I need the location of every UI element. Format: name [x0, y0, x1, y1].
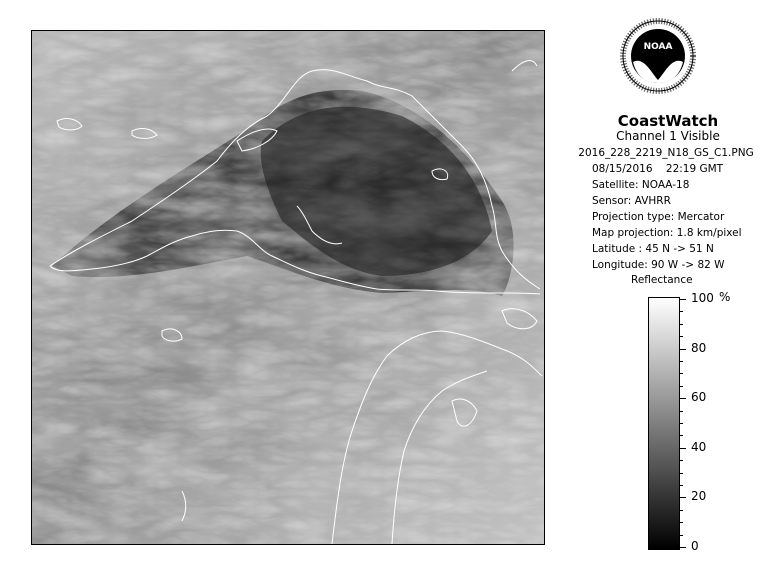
colorbar-tick: [680, 448, 686, 449]
noaa-logo-icon: [619, 16, 697, 108]
latitude-label: Latitude : 45 N -> 51 N: [592, 243, 714, 255]
logo-text: NOAA: [643, 42, 673, 52]
legend-title: Reflectance: [631, 274, 693, 286]
cloud-wisps: [32, 31, 544, 544]
colorbar-tick-label: 80: [691, 340, 707, 355]
colorbar-minor-tick: [680, 324, 683, 325]
time-value: 22:19 GMT: [665, 163, 724, 175]
satellite-label: Satellite: NOAA-18: [592, 179, 690, 191]
colorbar-minor-tick: [680, 522, 683, 523]
colorbar-minor-tick: [680, 411, 683, 412]
colorbar-tick-label: 100: [691, 291, 714, 305]
colorbar-minor-tick: [680, 336, 683, 337]
colorbar-minor-tick: [680, 460, 683, 461]
filename-label: 2016_228_2219_N18_GS_C1.PNG: [578, 147, 754, 159]
datetime-row: [592, 163, 723, 175]
colorbar-tick: [680, 398, 686, 399]
colorbar-tick-label: 40: [691, 439, 707, 454]
satellite-image: [31, 30, 545, 545]
colorbar-minor-tick: [680, 485, 683, 486]
unit-label: %: [719, 290, 731, 304]
colorbar-minor-tick: [680, 311, 683, 312]
colorbar-minor-tick: [680, 361, 683, 362]
colorbar-minor-tick: [680, 535, 683, 536]
projection-type-label: Projection type: Mercator: [592, 211, 725, 223]
channel-label: Channel 1 Visible: [616, 129, 720, 143]
colorbar-minor-tick: [680, 373, 683, 374]
colorbar-tick-label: 60: [691, 390, 707, 405]
colorbar-tick-label: 20: [691, 489, 707, 504]
colorbar-tick: [680, 497, 686, 498]
colorbar-minor-tick: [680, 473, 683, 474]
reflectance-colorbar: [648, 297, 680, 550]
sensor-label: Sensor: AVHRR: [592, 195, 671, 207]
map-projection-label: Map projection: 1.8 km/pixel: [592, 227, 742, 239]
date-value: 08/15/2016: [592, 163, 653, 175]
colorbar-tick: [680, 547, 686, 548]
colorbar-minor-tick: [680, 510, 683, 511]
colorbar-minor-tick: [680, 435, 683, 436]
colorbar-tick: [680, 349, 686, 350]
brand-title: CoastWatch: [617, 112, 719, 130]
longitude-label: Longitude: 90 W -> 82 W: [592, 259, 725, 271]
colorbar-minor-tick: [680, 386, 683, 387]
map-svg: [32, 31, 544, 544]
colorbar-tick-label: 0: [691, 539, 699, 553]
colorbar-minor-tick: [680, 423, 683, 424]
colorbar-tick: [680, 299, 686, 300]
